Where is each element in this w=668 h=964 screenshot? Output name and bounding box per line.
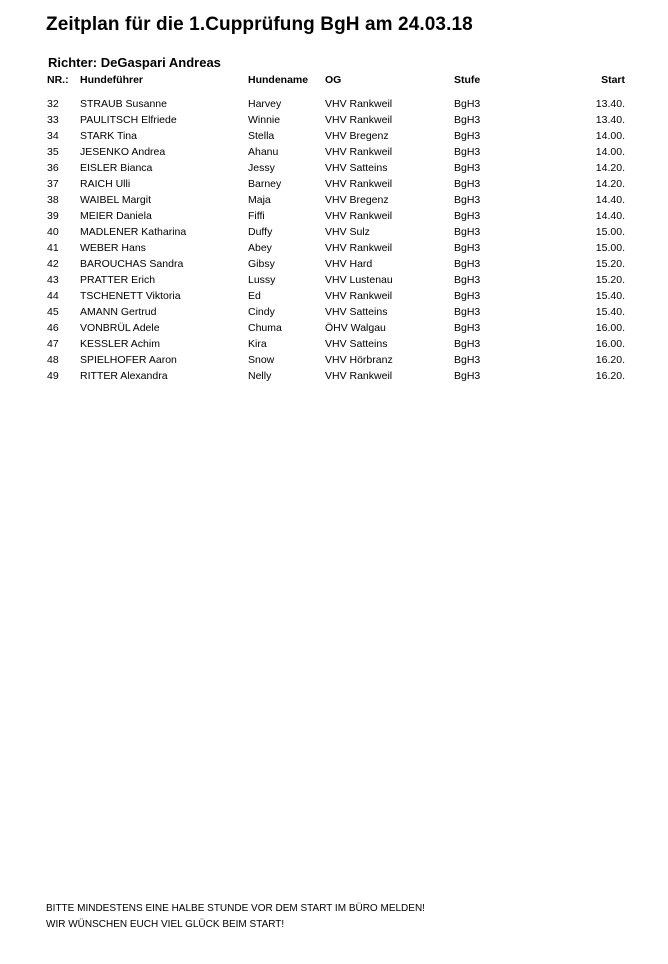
cell-dog: Maja [248,194,271,206]
cell-og: VHV Rankweil [325,114,393,126]
cell-handler: WAIBEL Margit [80,194,151,206]
cell-og: VHV Satteins [325,338,388,350]
cell-dog: Kira [248,338,267,350]
cell-og: VHV Lustenau [325,274,393,286]
cell-nr: 49 [47,370,59,382]
table-row [47,224,625,240]
table-row [47,368,625,384]
cell-og: VHV Rankweil [325,146,393,158]
cell-start: 14.40. [595,210,625,222]
cell-nr: 44 [47,290,59,302]
cell-nr: 46 [47,322,59,334]
judge-name: Richter: DeGaspari Andreas [48,55,221,70]
table-row [47,352,625,368]
cell-og: VHV Rankweil [325,290,393,302]
cell-handler: MADLENER Katharina [80,226,187,238]
cell-nr: 47 [47,338,59,350]
cell-start: 14.20. [595,178,625,190]
cell-dog: Chuma [248,322,282,334]
cell-og: ÖHV Walgau [325,322,386,334]
cell-level: BgH3 [454,370,481,382]
table-header-row [47,72,625,88]
cell-level: BgH3 [454,354,481,366]
cell-og: VHV Rankweil [325,242,393,254]
cell-og: VHV Bregenz [325,130,389,142]
cell-nr: 38 [47,194,59,206]
cell-start: 14.00. [595,146,625,158]
cell-handler: RITTER Alexandra [80,370,168,382]
table-row [47,112,625,128]
cell-og: VHV Satteins [325,306,388,318]
header-og: OG [325,74,342,86]
cell-dog: Fiffi [248,210,265,222]
cell-handler: KESSLER Achim [80,338,160,350]
cell-handler: JESENKO Andrea [80,146,166,158]
cell-level: BgH3 [454,178,481,190]
cell-nr: 36 [47,162,59,174]
table-row [47,272,625,288]
cell-og: VHV Hard [325,258,373,270]
header-level: Stufe [454,74,481,86]
cell-dog: Jessy [248,162,275,174]
page-title: Zeitplan für die 1.Cupprüfung BgH am 24.03.18 [46,14,473,35]
cell-og: VHV Rankweil [325,178,393,190]
cell-og: VHV Satteins [325,162,388,174]
cell-handler: RAICH Ulli [80,178,131,190]
cell-dog: Winnie [248,114,281,126]
header-nr: NR.: [47,74,69,86]
cell-start: 15.00. [595,242,625,254]
cell-nr: 37 [47,178,59,190]
cell-level: BgH3 [454,322,481,334]
cell-start: 13.40. [595,114,625,126]
cell-handler: MEIER Daniela [80,210,152,222]
cell-start: 15.00. [595,226,625,238]
cell-nr: 33 [47,114,59,126]
cell-start: 14.40. [595,194,625,206]
schedule-body [47,88,625,384]
cell-level: BgH3 [454,114,481,126]
table-row [47,320,625,336]
cell-handler: EISLER Bianca [80,162,153,174]
cell-nr: 40 [47,226,59,238]
cell-og: VHV Bregenz [325,194,389,206]
cell-dog: Duffy [248,226,273,238]
cell-handler: TSCHENETT Viktoria [80,290,181,302]
cell-handler: BAROUCHAS Sandra [80,258,184,270]
table-row [47,288,625,304]
table-row [47,176,625,192]
table-row [47,240,625,256]
cell-dog: Lussy [248,274,276,286]
footer-notes [46,901,425,933]
cell-nr: 39 [47,210,59,222]
cell-dog: Stella [248,130,275,142]
cell-start: 15.20. [595,274,625,286]
cell-nr: 48 [47,354,59,366]
footer-line-1: BITTE MINDESTENS EINE HALBE STUNDE VOR DEM START IM BÜRO MELDEN! [46,903,425,914]
cell-start: 15.40. [595,290,625,302]
cell-nr: 41 [47,242,59,254]
cell-dog: Gibsy [248,258,275,270]
cell-dog: Harvey [248,98,282,110]
cell-handler: AMANN Gertrud [80,306,157,318]
table-row [47,304,625,320]
cell-start: 13.40. [595,98,625,110]
cell-handler: STARK Tina [80,130,137,142]
cell-nr: 32 [47,98,59,110]
cell-handler: PRATTER Erich [80,274,156,286]
cell-level: BgH3 [454,338,481,350]
header-start: Start [601,74,625,86]
cell-og: VHV Rankweil [325,210,393,222]
cell-handler: PAULITSCH Elfriede [80,114,177,126]
cell-dog: Cindy [248,306,275,318]
cell-start: 16.20. [595,370,625,382]
cell-nr: 34 [47,130,59,142]
cell-handler: SPIELHOFER Aaron [80,354,177,366]
table-row [47,96,625,112]
table-row [47,160,625,176]
header-dog: Hundename [248,74,309,86]
cell-handler: STRAUB Susanne [80,98,167,110]
cell-start: 16.00. [595,338,625,350]
cell-nr: 45 [47,306,59,318]
cell-start: 15.40. [595,306,625,318]
cell-start: 16.20. [595,354,625,366]
cell-level: BgH3 [454,162,481,174]
table-row [47,256,625,272]
cell-dog: Abey [248,242,272,254]
cell-level: BgH3 [454,98,481,110]
cell-level: BgH3 [454,290,481,302]
cell-level: BgH3 [454,130,481,142]
cell-og: VHV Sulz [325,226,370,238]
cell-level: BgH3 [454,274,481,286]
cell-dog: Nelly [248,370,272,382]
cell-start: 15.20. [595,258,625,270]
table-row [47,208,625,224]
table-row [47,192,625,208]
cell-level: BgH3 [454,306,481,318]
table-row [47,336,625,352]
cell-start: 16.00. [595,322,625,334]
cell-dog: Ahanu [248,146,279,158]
cell-level: BgH3 [454,258,481,270]
table-row [47,128,625,144]
cell-og: VHV Rankweil [325,370,393,382]
cell-level: BgH3 [454,194,481,206]
cell-og: VHV Rankweil [325,98,393,110]
header-handler: Hundeführer [80,74,143,86]
cell-level: BgH3 [454,242,481,254]
cell-nr: 35 [47,146,59,158]
cell-dog: Barney [248,178,282,190]
cell-nr: 42 [47,258,59,270]
cell-dog: Snow [248,354,275,366]
cell-nr: 43 [47,274,59,286]
table-row [47,144,625,160]
cell-start: 14.00. [595,130,625,142]
cell-level: BgH3 [454,210,481,222]
cell-dog: Ed [248,290,261,302]
schedule-table [47,72,625,384]
cell-start: 14.20. [595,162,625,174]
cell-og: VHV Hörbranz [325,354,393,366]
cell-level: BgH3 [454,146,481,158]
cell-handler: VONBRÜL Adele [80,322,160,334]
cell-handler: WEBER Hans [80,242,146,254]
footer-line-2: WIR WÜNSCHEN EUCH VIEL GLÜCK BEIM START! [46,919,285,930]
cell-level: BgH3 [454,226,481,238]
